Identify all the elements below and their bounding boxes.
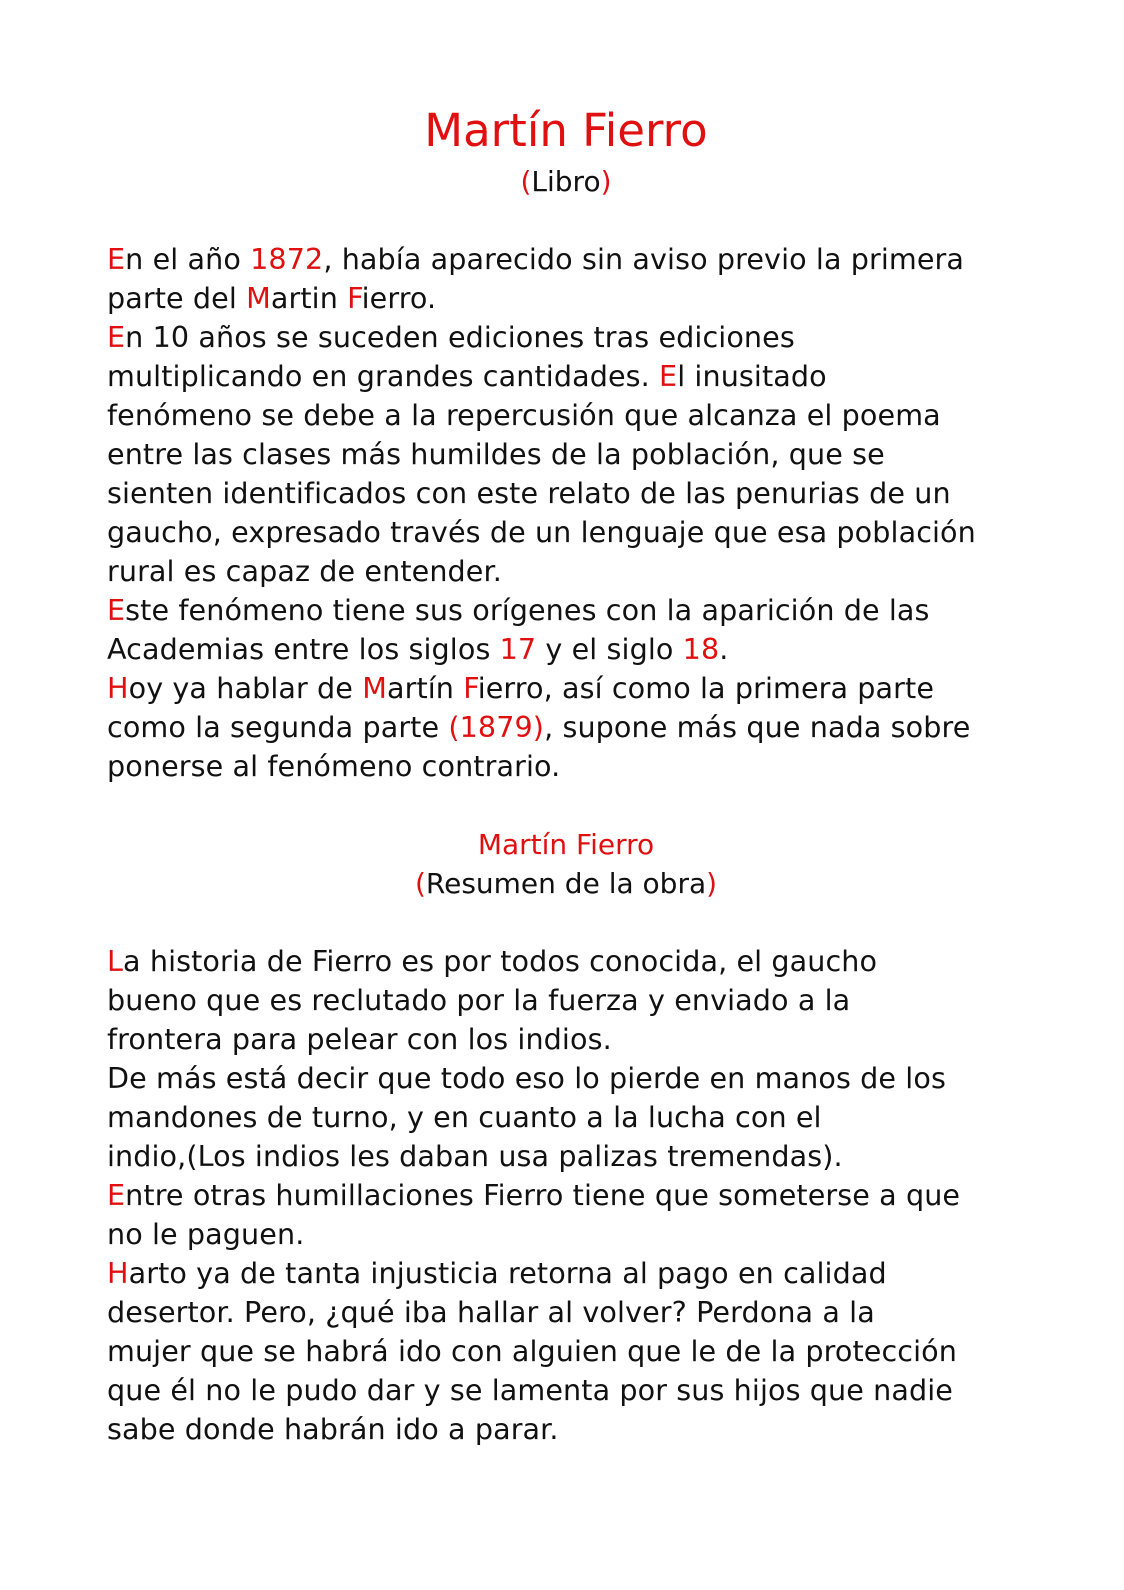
body-text: rural es capaz de entender. — [107, 554, 502, 588]
section-libro-body — [107, 240, 1017, 786]
body-text: De más está decir que todo eso lo pierde en manos de los — [107, 1061, 946, 1095]
body-text: ierro, así como la primera parte — [477, 671, 935, 705]
body-text: gaucho, expresado través de un lenguaje que esa población — [107, 515, 976, 549]
body-text: desertor. Pero, ¿qué iba hallar al volver? Perdona a la — [107, 1295, 875, 1329]
body-text: ntre otras humillaciones Fierro tiene que someterse a que — [125, 1178, 961, 1212]
highlight-text: E — [659, 359, 678, 393]
highlight-text: E — [107, 1178, 126, 1212]
paragraph — [107, 942, 1017, 1059]
body-text: ste fenómeno tiene sus orígenes con la aparición de las — [125, 593, 930, 627]
highlight-text: H — [107, 671, 129, 705]
body-text: ponerse al fenómeno contrario. — [107, 749, 561, 783]
body-text: oy ya hablar de — [128, 671, 363, 705]
body-text: , supone más que nada sobre — [544, 710, 971, 744]
body-text: bueno que es reclutado por la fuerza y enviado a la — [107, 983, 851, 1017]
body-text: multiplicando en grandes cantidades. — [107, 359, 660, 393]
highlight-text: M — [246, 281, 271, 315]
highlight-text: E — [107, 242, 126, 276]
body-text: ierro. — [361, 281, 437, 315]
body-text: mandones de turno, y en cuanto a la lucha con el — [107, 1100, 822, 1134]
highlight-text: F — [347, 281, 362, 315]
body-text: artín — [386, 671, 464, 705]
section-title: Martín Fierro — [477, 828, 655, 861]
body-text: y el siglo — [536, 632, 683, 666]
paragraph — [107, 318, 1017, 591]
highlight-text: (1879) — [448, 710, 545, 744]
section-subtitle: (Resumen de la obra) — [414, 867, 718, 900]
page-title: Martín Fierro — [424, 104, 708, 157]
body-text: indio,(Los indios les daban usa palizas tremendas). — [107, 1139, 843, 1173]
highlight-text: 18 — [682, 632, 720, 666]
body-text: fenómeno se debe a la repercusión que alcanza el poema — [107, 398, 941, 432]
body-text: entre las clases más humildes de la población, que se — [107, 437, 885, 471]
paragraph — [107, 1254, 1017, 1449]
paragraph — [107, 1059, 1017, 1176]
document-page — [107, 100, 1017, 1449]
paragraph — [107, 591, 1017, 669]
highlight-text: E — [107, 320, 126, 354]
highlight-text: F — [463, 671, 478, 705]
body-text: , había aparecido sin aviso previo la primera — [323, 242, 965, 276]
paragraph — [107, 240, 1017, 318]
paragraph — [107, 1176, 1017, 1254]
highlight-text: E — [107, 593, 126, 627]
section-resumen-body — [107, 942, 1017, 1449]
body-text: arto ya de tanta injusticia retorna al pago en calidad — [128, 1256, 887, 1290]
highlight-text: 1872 — [250, 242, 324, 276]
highlight-text: H — [107, 1256, 129, 1290]
body-text: l inusitado — [677, 359, 827, 393]
body-text: Academias entre los siglos — [107, 632, 500, 666]
body-text: frontera para pelear con los indios. — [107, 1022, 612, 1056]
page-subtitle: (Libro) — [520, 165, 612, 198]
body-text: sabe donde habrán ido a parar. — [107, 1412, 559, 1446]
paragraph — [107, 669, 1017, 786]
body-text: parte del — [107, 281, 247, 315]
body-text: mujer que se habrá ido con alguien que le de la protección — [107, 1334, 957, 1368]
body-text: n el año — [125, 242, 251, 276]
body-text: que él no le pudo dar y se lamenta por sus hijos que nadie — [107, 1373, 953, 1407]
body-text: artin — [270, 281, 348, 315]
highlight-text: M — [362, 671, 387, 705]
body-text: no le paguen. — [107, 1217, 305, 1251]
body-text: como la segunda parte — [107, 710, 449, 744]
body-text: sienten identificados con este relato de las penurias de un — [107, 476, 951, 510]
body-text: . — [719, 632, 729, 666]
body-text: a historia de Fierro es por todos conocida, el gaucho — [123, 944, 878, 978]
body-text: n 10 años se suceden ediciones tras ediciones — [125, 320, 795, 354]
highlight-text: L — [107, 944, 124, 978]
highlight-text: 17 — [499, 632, 537, 666]
